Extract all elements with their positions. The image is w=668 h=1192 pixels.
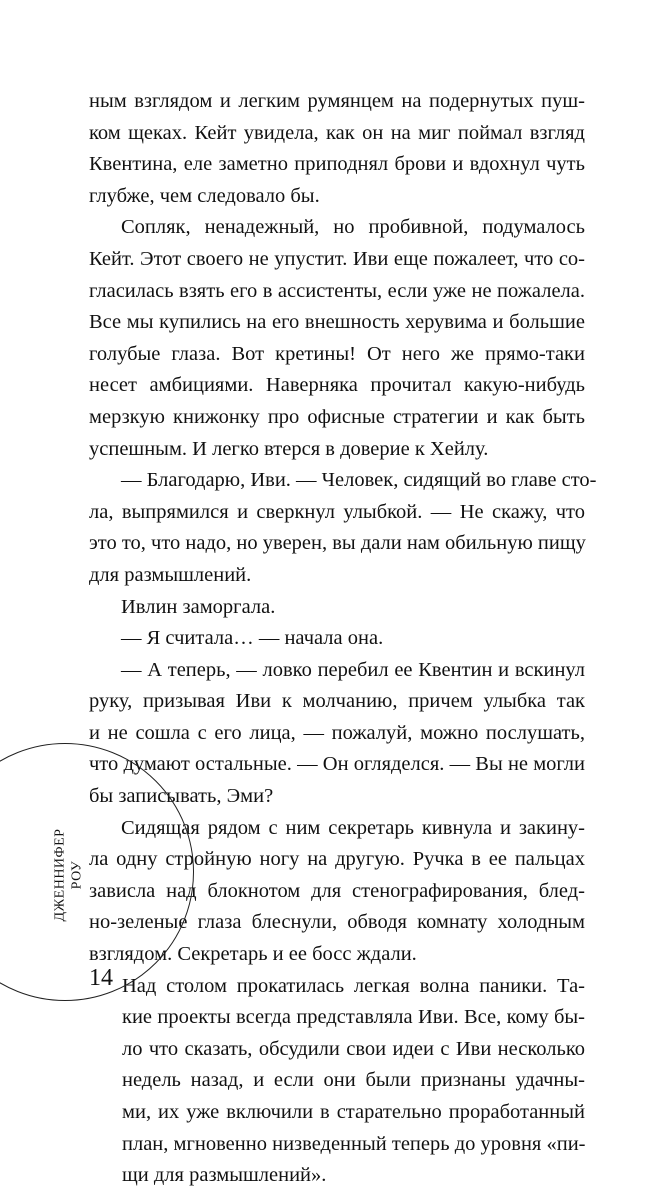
text-line: ло что сказать, обсудили свои идеи с Иви несколько [122, 1037, 585, 1060]
text-line: ми, их уже включили в старательно проработанный [122, 1101, 585, 1123]
text-line: ком щеках. Кейт увидела, как он на миг поймал взгляд [89, 121, 585, 144]
text-line: Кейт. Этот своего не упустит. Иви еще пожалеет, что со- [89, 247, 585, 270]
author-last-name: РОУ [69, 860, 84, 890]
text-line: недель назад, и если они были признаны удачны- [122, 1069, 585, 1092]
page-number: 14 [89, 965, 113, 991]
text-line: но-зеленые глаза блеснули, обводя комнату холодным [89, 911, 585, 934]
text-line: руку, призывая Иви к молчанию, причем улыбка так [89, 690, 585, 713]
text-line: что думают остальные. — Он огляделся. — Вы не могли [89, 753, 585, 776]
text-line: взглядом. Секретарь и ее босс ждали. [89, 943, 417, 966]
text-line: зависла над блокнотом для стенографирования, блед- [89, 879, 585, 902]
text-line: глубже, чем следовало бы. [89, 184, 320, 207]
body-text [89, 86, 597, 1192]
text-line: Сидящая рядом с ним секретарь кивнула и закину- [121, 816, 585, 839]
text-line: Все мы купились на его внешность херувима и большие [89, 311, 585, 334]
text-line: Ивлин заморгала. [121, 595, 276, 618]
text-line: Квентина, еле заметно приподнял брови и вдохнул чуть [89, 153, 585, 176]
text-line: для размышлений. [89, 563, 252, 586]
text-line: ла, выпрямился и сверкнул улыбкой. — Не скажу, что [89, 500, 585, 523]
author-first-name: ДЖЕННИФЕР [52, 828, 67, 922]
text-line: кие проекты всегда представляла Иви. Все, кому бы- [122, 1006, 585, 1029]
text-line: и не сошла с его лица, — пожалуй, можно послушать, [89, 721, 585, 744]
text-line: голубые глаза. Вот кретины! От него же прямо-таки [89, 342, 585, 365]
text-line: — Я считала… — начала она. [121, 627, 384, 650]
text-line: — Благодарю, Иви. — Человек, сидящий во главе сто- [121, 469, 597, 492]
text-line: гласилась взять его в ассистенты, если уже не пожалела. [89, 279, 585, 302]
text-line: ным взглядом и легким румянцем на подернутых пуш- [89, 90, 585, 112]
text-line: успешным. И легко втерся в доверие к Хейлу. [89, 437, 489, 460]
text-line: бы записывать, Эми? [89, 785, 274, 808]
text-line: Над столом прокатилась легкая волна паники. Та- [122, 974, 585, 997]
text-line: — А теперь, — ловко перебил ее Квентин и вскинул [121, 658, 585, 681]
text-line: это то, что надо, но уверен, вы дали нам обильную пищу [89, 532, 586, 555]
text-line: несет амбициями. Наверняка прочитал какую-нибудь [89, 374, 585, 397]
text-line: план, мгновенно низведенный теперь до уровня «пи- [122, 1132, 586, 1155]
text-line: Сопляк, ненадежный, но пробивной, подумалось [121, 216, 585, 239]
text-line: ла одну стройную ногу на другую. Ручка в ее пальцах [89, 848, 585, 871]
text-line: мерзкую книжонку про офисные стратегии и как быть [89, 405, 585, 428]
author-name [28, 820, 108, 930]
text-line: щи для размышлений». [122, 1164, 327, 1187]
